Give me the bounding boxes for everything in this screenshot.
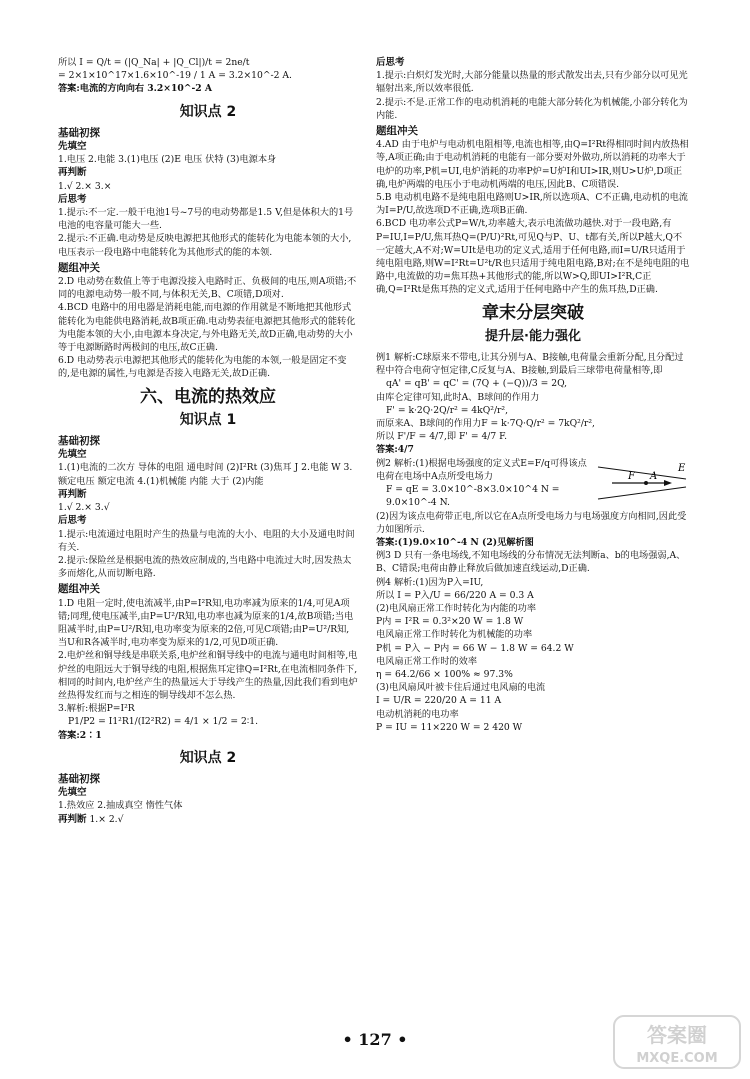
- watermark-mark: 答案圈: [647, 1023, 707, 1047]
- point-a: [644, 481, 648, 485]
- example-line: 例2 解析:(1)根据电场强度的定义式E=F/q可得该点电荷在电场中A点所受电场力: [376, 457, 587, 482]
- example-line: 例3 D 只有一条电场线,不知电场线的分布情况无法判断a、b的电场强弱,A、B、C错误;电荷由静止释放后做加速直线运动,D正确.: [376, 550, 686, 575]
- formula-line: P = IU = 11×220 W = 2 420 W: [376, 721, 523, 733]
- formula-line: P内 = I²R = 0.3²×20 W = 1.8 W: [376, 616, 524, 628]
- group-answer: 2.电炉丝和铜导线是串联关系,电炉丝和铜导线中的电流与通电时间相等,电炉丝的电阻远大于铜导线的电阻,根据焦耳定律Q=I²Rt,在电流相同条件下,相同的时间内,电炉丝产生的热量远大于导线产生的热量,因此我们看到电炉丝热得发红而与之相连的铜导线却不怎么热.: [58, 650, 358, 701]
- chapter-title: 六、电流的热效应: [140, 386, 276, 407]
- judge-answers: 1.√ 2.× 3.√: [58, 502, 110, 514]
- think-answer: 1.提示:不一定.一般干电池1号~7号的电动势都是1.5 V,但是体积大的1号电池的电容量可能大一些.: [58, 207, 354, 232]
- example-line: 由库仑定律可知,此时A、B球间的作用力: [376, 391, 540, 403]
- group-answer: 4.AD 由于电炉与电动机电阻相等,电流也相等,由Q=I²Rt得相同时间内放热相等,A项正确;由于电动机消耗的电能有一部分要对外做功,所以消耗的功率大于电炉的功率,P机=UI,电炉消耗的功率P炉=U炉I和UI>IR,则U>U炉,D项正确,电炉两端的电压小于电动机两端的电压,因此B、C项错误.: [376, 139, 689, 190]
- answer-line: 答案:(1)9.0×10^-4 N (2)见解析图: [376, 536, 534, 548]
- field-line: [598, 487, 686, 499]
- answer-line: 答案:4/7: [376, 444, 414, 456]
- example-line: (3)电风扇风叶被卡住后通过电风扇的电流: [376, 682, 546, 694]
- example-line: 电风扇正常工作时转化为机械能的功率: [376, 629, 533, 641]
- field-line: [598, 467, 686, 479]
- section-heading: 基础初探: [58, 772, 100, 785]
- solution-line: 所以 I = Q/t = (|Q_Na| + |Q_Cl|)/t = 2ne/t: [58, 57, 250, 68]
- section-heading: 基础初探: [58, 435, 100, 448]
- example-line: 例4 解析:(1)因为P入=IU,: [376, 576, 484, 588]
- subsection-heading: 再判断: [58, 488, 87, 500]
- fill-answers: 1.电压 2.电能 3.(1)电压 (2)E 电压 伏特 (3)电源本身: [58, 154, 277, 166]
- chapter-title: 章末分层突破: [482, 302, 584, 323]
- section-heading: 题组冲关: [58, 261, 100, 274]
- force-label: F: [628, 470, 635, 482]
- formula-line: η = 64.2/66 × 100% ≈ 97.3%: [376, 668, 513, 680]
- example-line: (2)电风扇正常工作时转化为内能的功率: [376, 602, 537, 614]
- formula-line: F' = k·2Q·2Q/r² = 4kQ²/r²,: [386, 404, 509, 416]
- knowledge-point-title: 知识点 2: [179, 103, 237, 120]
- knowledge-point-title: 知识点 2: [179, 749, 237, 766]
- watermark-logo: [612, 1012, 742, 1072]
- judge-values: 1.× 2.√: [89, 813, 124, 825]
- subchapter-title: 提升层·能力强化: [485, 328, 581, 344]
- formula-line: P机 = P入 − P内 = 66 W − 1.8 W = 64.2 W: [376, 642, 574, 654]
- think-answer: 2.提示:保险丝是根据电流的热效应制成的,当电路中电流过大时,因发热太多而熔化,从而切断电路.: [58, 554, 352, 580]
- answer-line: 答案:电流的方向向右 3.2×10^-2 A: [58, 83, 212, 95]
- section-heading: 基础初探: [58, 126, 100, 139]
- subsection-heading: 再判断: [58, 167, 87, 179]
- think-answer: 1.提示:白炽灯发光时,大部分能量以热量的形式散发出去,只有少部分以可见光辐射出来,所以效率很低.: [376, 70, 688, 95]
- example-line: (2)因为该点电荷带正电,所以它在A点所受电场力与电场强度方向相同,因此受力如图所示.: [376, 510, 687, 535]
- field-label: E: [678, 462, 686, 474]
- subsection-heading: 再判断: [58, 813, 87, 825]
- judge-answers: 1.√ 2.× 3.×: [58, 180, 112, 192]
- example-line: 电动机消耗的电功率: [376, 708, 459, 720]
- knowledge-point-title: 知识点 1: [179, 411, 237, 428]
- fill-answers: 1.(1)电流的二次方 导体的电阻 通电时间 (2)I²Rt (3)焦耳 J 2.电能 W 3.额定电压 额定电流 4.(1)机械能 内能 大于 (2)内能: [58, 462, 353, 487]
- answer-line: 答案:2∶1: [58, 729, 102, 741]
- subsection-heading: 后思考: [58, 515, 87, 527]
- example-line: 所以 F'/F = 4/7,即 F' = 4/7 F.: [376, 431, 508, 443]
- formula-line: F = qE = 3.0×10^-8×3.0×10^4 N = 9.0×10^-4 N.: [386, 484, 560, 509]
- group-answer: 1.D 电阻一定时,使电流减半,由P=I²R知,电功率减为原来的1/4,可见A项错;同理,使电压减半,由P=U²/R知,电功率也减为原来的1/4,故B项错;当电阻减半时,由P=U²/R知,电功率变为原来的2倍,可见C项错;由P=U²/R知,当U和R各减半时,电功率变为原来的1/2,可见D项正确.: [58, 597, 354, 649]
- think-answer: 2.提示:不正确.电动势是反映电源把其他形式的能转化为电能本领的大小,电压表示一段电路中电能转化为其他形式的能的本领.: [58, 233, 352, 258]
- example-line: 例1 解析:C球原来不带电,让其分别与A、B接触,电荷量会重新分配,且分配过程中符合电荷守恒定律,C反复与A、B接触,到最后三球带电荷量相等,即: [376, 352, 684, 377]
- group-answer: 2.D 电动势在数值上等于电源没接入电路时正、负极间的电压,则A项错;不同的电源电动势一般不同,与体积无关,B、C项错,D项对.: [58, 276, 357, 301]
- arrow-head-icon: [664, 480, 672, 486]
- think-answer: 2.提示:不是.正常工作的电动机消耗的电能大部分转化为机械能,小部分转化为内能.: [376, 96, 688, 121]
- subsection-heading: 后思考: [58, 193, 87, 205]
- group-answer: 5.B 电动机电路不是纯电阻电路则U>IR,所以选项A、C不正确,电动机的电流为I=P/U,故选项D不正确,选项B正确.: [376, 192, 688, 217]
- left-column: [58, 56, 358, 826]
- watermark-url: MXQE.COM: [636, 1051, 718, 1066]
- electric-field-figure: [594, 459, 690, 507]
- formula-line: qA' = qB' = qC' = (7Q + (−Q))/3 = 2Q,: [386, 378, 568, 390]
- group-answer: 4.BCD 电路中的用电器是消耗电能,而电源的作用就是不断地把其他形式能转化为电能供电路消耗,故B项正确.电动势表征电源把其他形式的能转化为电能本领的大小,由电源本身决定,与外电路无关,故D正确,电动势的大小等于电源断路时两极间的电压,故C正确.: [58, 302, 356, 354]
- fill-answers: 1.热效应 2.抽成真空 惰性气体: [58, 800, 183, 812]
- formula-line: I = U/R = 220/20 A = 11 A: [376, 695, 502, 707]
- formula-line: P1/P2 = I1²R1/(I2²R2) = 4/1 × 1/2 = 2∶1.: [68, 716, 258, 728]
- example-line: 而原来A、B球间的作用力F = k·7Q·Q/r² = 7kQ²/r²,: [376, 418, 595, 430]
- example-line: 电风扇正常工作时的效率: [376, 655, 478, 667]
- solution-line: = 2×1×10^17×1.6×10^-19 / 1 A = 3.2×10^-2 A.: [58, 70, 292, 82]
- group-answer: 6.BCD 电功率公式P=W/t,功率越大,表示电流做功越快.对于一段电路,有P=IU,I=P/U,焦耳热Q=(P/U)²Rt,可见Q与P、U、t都有关,所以P越大,Q不一定越大,A不对;W=UIt是电功的定义式,适用于任何电路,而I=U/R只适用于纯电阻电路,则W=I²Rt=U²t/R也只适用于纯电阻电路,B对;在不是纯电阻的电路中,电流做的功=焦耳热+其他形式的能,所以W>Q,即UI>I²R,C正确,Q=I²Rt是焦耳热的定义式,适用于任何电路中产生的焦耳热,D正确.: [376, 218, 690, 296]
- point-label: A: [650, 470, 658, 482]
- subsection-heading: 先填空: [58, 141, 87, 153]
- subsection-heading: 先填空: [58, 787, 87, 799]
- page-number: • 127 •: [342, 1030, 408, 1049]
- judge-answers: [58, 813, 358, 826]
- right-column: [376, 56, 690, 734]
- subsection-heading: 先填空: [58, 449, 87, 461]
- group-answer: 6.D 电动势表示电源把其他形式的能转化为电能的本领,一般是固定不变的,是电源的属性,与电源是否接入电路无关,故D正确.: [58, 355, 347, 380]
- section-heading: 题组冲关: [58, 583, 100, 596]
- section-heading: 题组冲关: [376, 125, 418, 138]
- group-answer: 3.解析:根据P=I²R: [58, 703, 135, 715]
- subsection-heading: 后思考: [376, 57, 405, 68]
- think-answer: 1.提示:电流通过电阻时产生的热量与电流的大小、电阻的大小及通电时间有关.: [58, 528, 355, 553]
- formula-line: 所以 I = P入/U = 66/220 A = 0.3 A: [376, 589, 534, 601]
